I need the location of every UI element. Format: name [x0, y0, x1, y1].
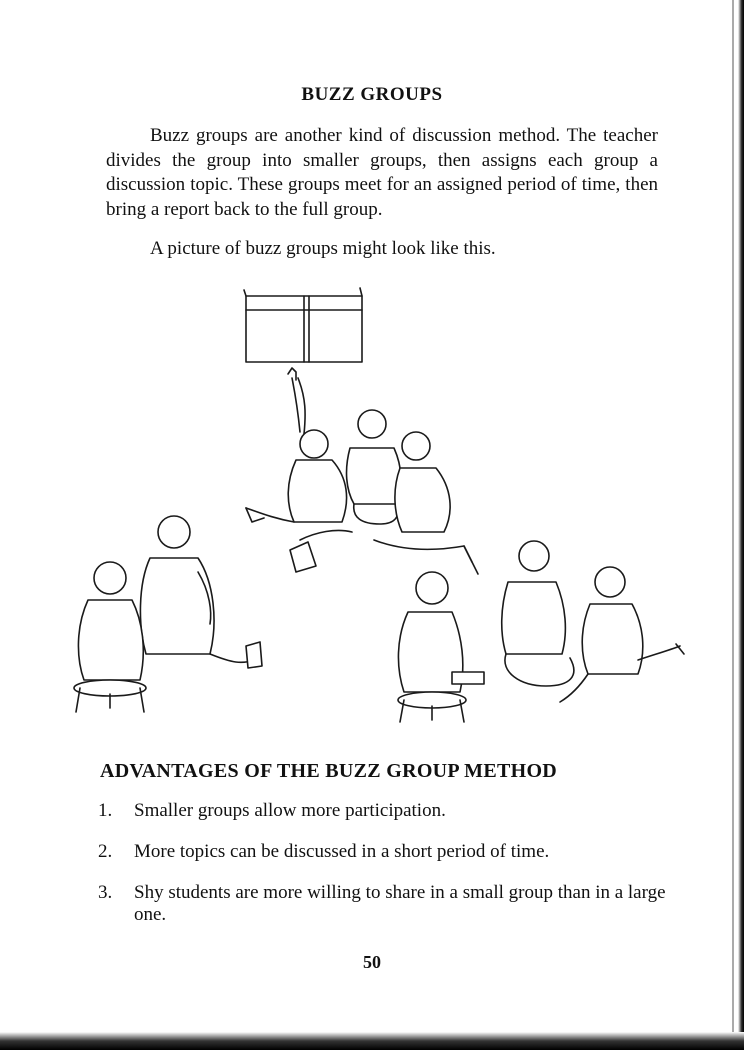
- list-text: Smaller groups allow more participation.: [134, 800, 446, 821]
- list-item: [98, 841, 678, 863]
- list-number: 3.: [98, 882, 113, 903]
- list-number: 2.: [98, 841, 113, 862]
- body-paragraph: [106, 124, 658, 222]
- advantages-list: [98, 800, 678, 945]
- list-number: 1.: [98, 800, 113, 821]
- page-heading: BUZZ GROUPS: [301, 84, 443, 105]
- top-group-drawing: [246, 368, 478, 574]
- scan-edge-right: [738, 0, 744, 1050]
- paragraph-text: Buzz groups are another kind of discussion method. The teacher divides the group into smaller groups, then assigns each group a discussion topic. These groups meet for an assigned period of time, then bring a report back to the full group.: [106, 125, 658, 220]
- list-item: [98, 800, 678, 822]
- illustration-intro: A picture of buzz groups might look like this.: [150, 238, 496, 259]
- buzz-groups-illustration: [60, 282, 700, 742]
- list-text: Shy students are more willing to share in a small group than in a large one.: [134, 882, 666, 925]
- page-number: 50: [363, 952, 381, 972]
- advantages-heading: ADVANTAGES OF THE BUZZ GROUP METHOD: [100, 760, 558, 782]
- left-group-drawing: [74, 516, 262, 712]
- list-text: More topics can be discussed in a short period of time.: [134, 841, 550, 862]
- list-item: [98, 882, 678, 926]
- scan-edge-line: [732, 0, 734, 1050]
- window-drawing: [244, 288, 362, 362]
- scan-edge-bottom: [0, 1032, 744, 1050]
- right-group-drawing: [398, 541, 684, 722]
